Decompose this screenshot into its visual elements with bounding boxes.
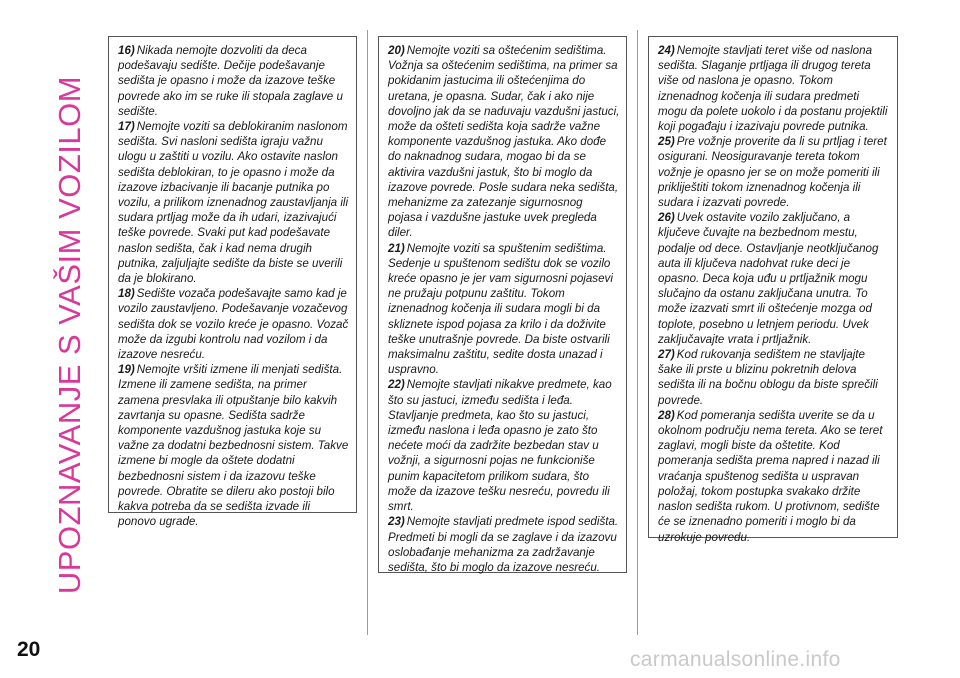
warning-text: Nikada nemojte dozvoliti da deca podešavaju sedište. Dečije podešavanje sedišta je opasno i može da izazove teške povrede ako im se ruke ili stopala zaglave u sedište. — [118, 44, 343, 118]
warning-number: 25) — [658, 135, 675, 149]
warning-number: 28) — [658, 408, 675, 422]
warning-item — [658, 134, 891, 210]
warning-number: 22) — [388, 378, 405, 392]
warning-number: 26) — [658, 211, 675, 225]
warning-box — [108, 36, 357, 529]
warning-number: 19) — [118, 363, 135, 377]
warning-box — [648, 36, 898, 544]
warning-item — [388, 43, 620, 241]
warning-text: Pre vožnje proverite da li su prtljag i teret osigurani. Neosiguravanje tereta tokom vožnje je opasno jer se on može pomeriti ili prikliještiti tokom iznenadnog kočenja ili sudara i izazvati povrede. — [658, 135, 887, 210]
warning-text: Kod pomeranja sedišta uverite se da u okolnom području nema tereta. Ako se teret zaglavi, mogli biste da oštetite. Kod pomeranja sedišta prema napred i nazad ili vraćanja spuštenog sedišta u uspravan položaj, tokom postupka svakako držite naslon sedišta rukom. U protivnom, sedište će se iznenadno pomeriti i moglo bi da uzrokuje povredu. — [658, 408, 883, 544]
warning-item — [118, 286, 350, 362]
warning-number: 16) — [118, 44, 135, 57]
warning-text: Nemojte voziti sa oštećenim sedištima. Vožnja sa oštećenim sedištima, na primer sa pokidanim jastucima ili oštećenjima do uretana, je opasna. Sudar, čak i ako nije dovoljno jak da se naduvaju vazdušni jastuci, može da ošteti sedišta koja sadrže važne komponente vazdušnog jastuka. Ako dođe do naknadnog sudara, mogao bi da se aktivira vazdušni jastuk, što bi moglo da izazove povrede. Posle sudara neka sedišta, mehanizme za zatezanje sigurnosnog pojasa i vazdušne jastuke uvek pregleda diler. — [388, 44, 620, 240]
warning-number: 21) — [388, 241, 405, 255]
warning-text: Uvek ostavite vozilo zaključano, a ključeve čuvajte na bezbednom mestu, podalje od dece. Ostavljanje neotključanog auta ili ključeva nadohvat ruke deci je opasno. Deca koja uđu u prtljažnik mogu slučajno da ostanu zaključana unutra. To može izazvati smrt ili oštećenje mozga od toplote, posebno u letnjem periodu. Uvek zaključavajte vrata i prtljažnik. — [658, 211, 879, 346]
section-title-text: UPOZNAVANJE S VAŠIM VOZILOM — [52, 75, 87, 595]
watermark: carmanualsonline.info — [630, 648, 841, 671]
warning-box — [378, 36, 627, 573]
warning-text: Nemojte stavljati predmete ispod sedišta. Predmeti bi mogli da se zaglave i da izazovu oslobađanje mehanizma za zadržavanje sedišta, što bi moglo da izazove nesreću. — [388, 515, 619, 574]
warning-text: Sedište vozača podešavajte samo kad je vozilo zaustavljeno. Podešavanje vozačevog sedišta dok se vozilo kreće je opasno. Vozač može da izgubi kontrolu nad vozilom i da izazove nesreću. — [118, 287, 349, 362]
warning-text: Nemojte voziti sa spuštenim sedištima. Sedenje u spuštenom sedištu dok se vozilo kreće opasno je jer vam sigurnosni pojasevi ne pružaju potpunu zaštitu. Tokom iznenadnog kočenja ili sudara mogli bi da skliznete ispod pojasa za krilo i da doživite teške unutrašnje povrede. Da biste ostvarili maksimalnu zaštitu, sedite dosta unazad i uspravno. — [388, 241, 613, 377]
warning-number: 24) — [658, 44, 675, 57]
warning-item — [388, 241, 620, 378]
warning-text: Kod rukovanja sedištem ne stavljajte šake ili prste u blizinu pokretnih delova sedišta ili na bočnu oblogu da biste sprečili povrede. — [658, 348, 878, 407]
warning-number: 27) — [658, 348, 675, 362]
column-divider — [637, 30, 638, 635]
warning-item — [118, 119, 350, 286]
warning-item — [658, 408, 891, 545]
warning-text: Nemojte stavljati teret više od naslona sedišta. Slaganje prtljaga ili drugog tereta više od naslona je opasno. Tokom iznenadnog kočenja ili sudara predmeti mogu da polete uokolo i da postanu projektili koji pogađaju i izazivaju povrede putnika. — [658, 44, 888, 134]
column-divider — [367, 30, 368, 635]
page-number: 20 — [17, 638, 41, 661]
warning-text: Nemojte vršiti izmene ili menjati sedišta. Izmene ili zamene sedišta, na primer zamena presvlaka ili otpuštanje bilo kakvih zavrtanja su opasne. Sedišta sadrže komponente vazdušnog jastuka koje su važne za dodatni bezbednosni sistem. Takve izmene bi mogle da oštete dodatni bezbednosni sistem i da izazovu teške povrede. Obratite se dileru ako postoji bilo kakva potreba da se sedišta izvade ili ponovo ugrade. — [118, 363, 349, 529]
section-title — [50, 30, 90, 640]
warning-number: 23) — [388, 515, 405, 529]
warning-number: 18) — [118, 287, 135, 301]
warning-text: Nemojte voziti sa deblokiranim naslonom sedišta. Svi nasloni sedišta igraju važnu ulogu u zaštiti u vozilu. Ako ostavite naslon sedišta deblokiran, to je opasno i može da izazove izbacivanje ili bacanje putnika po vozilu, a prilikom iznenadnog zaustavljanja ili sudara prtljag može da ih udari, izazivajući teške povrede. Svaki put kad podešavate naslon sedišta, čak i kad nema drugih putnika, zaljuljajte sedište da biste se uverili da je blokirano. — [118, 120, 349, 286]
warning-item — [658, 210, 891, 347]
warning-item — [118, 362, 350, 529]
warning-item — [388, 377, 620, 514]
warning-item — [658, 43, 891, 134]
warning-item — [118, 43, 350, 119]
warning-item — [388, 514, 620, 575]
warning-item — [658, 347, 891, 408]
warning-number: 17) — [118, 120, 135, 134]
warning-text: Nemojte stavljati nikakve predmete, kao što su jastuci, između sedišta i leđa. Stavljanje predmeta, kao što su jastuci, između naslona i leđa opasno je zato što nećete moći da zadržite bezbedan stav u vožnji, a sigurnosni pojas ne funkcioniše punim kapacitetom prilikom sudara, što može da izazove tešku nesreću, povredu ili smrt. — [388, 378, 612, 514]
warning-number: 20) — [388, 44, 405, 57]
